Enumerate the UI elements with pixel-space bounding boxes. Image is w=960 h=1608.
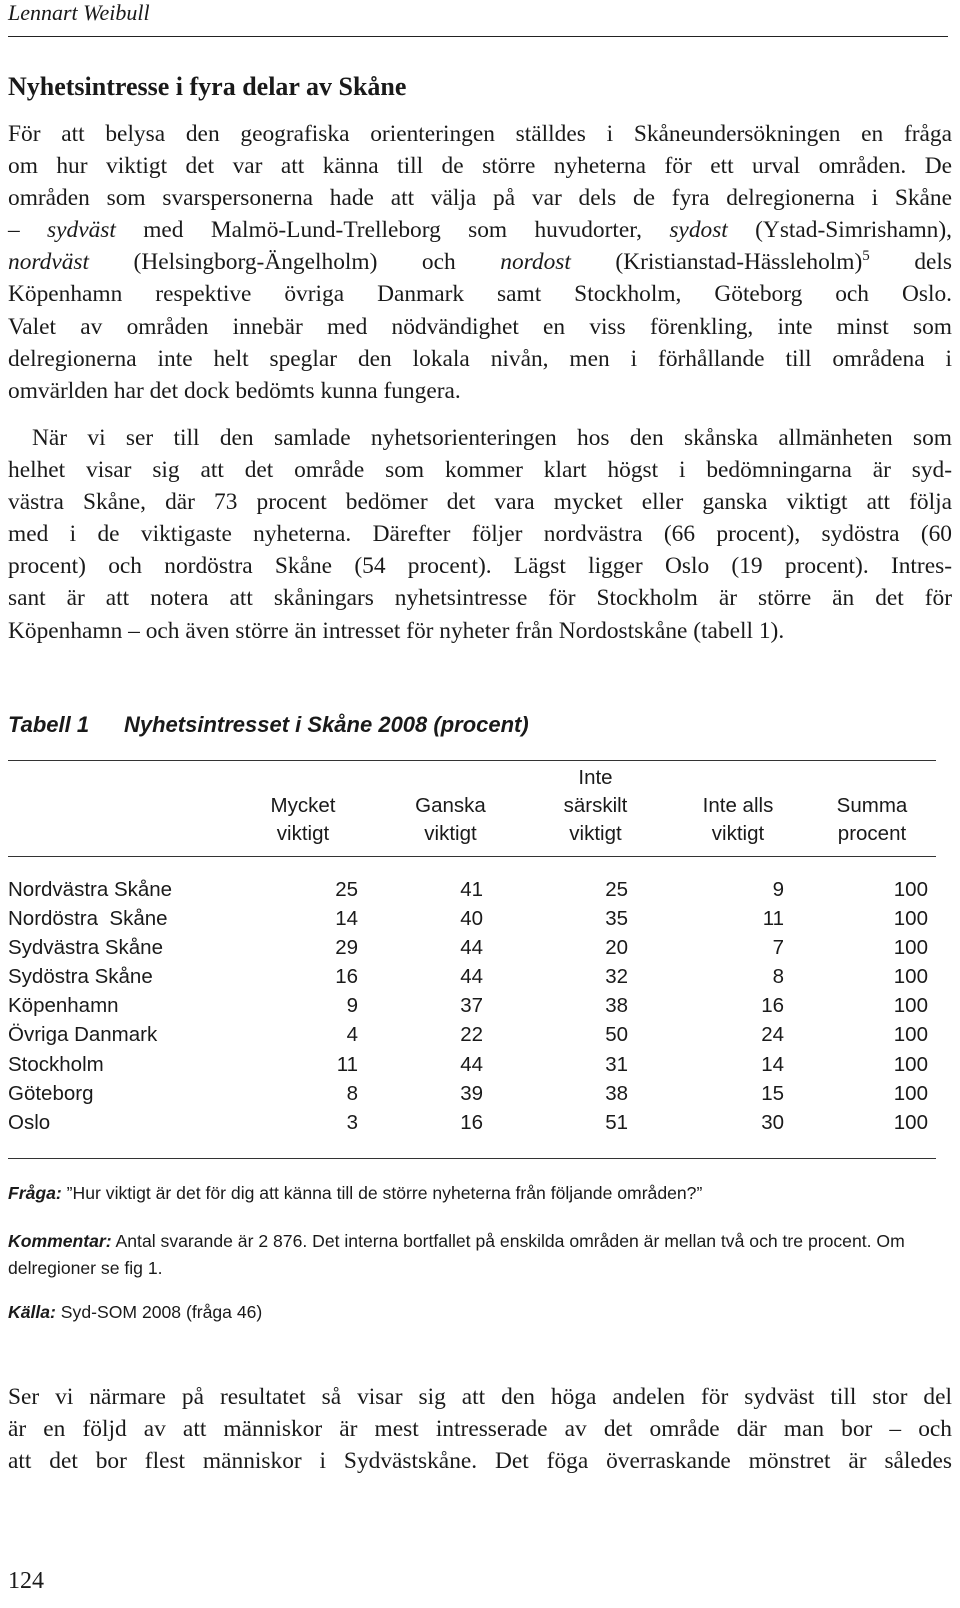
table-cell: 9: [346, 994, 358, 1018]
table-cell: 31: [605, 1052, 628, 1076]
italic-term: sydost: [669, 217, 728, 244]
table-row: [8, 1079, 936, 1108]
header-line: procent: [837, 822, 907, 845]
table-cell: 100: [893, 1110, 928, 1134]
table-cell: 100: [893, 965, 928, 989]
text-run: områden som svarspersonerna hade att välja på var dels de fyra delregionerna i Skåne: [8, 185, 952, 212]
table-cell: 50: [605, 1023, 628, 1047]
news-interest-table: [8, 764, 936, 1137]
table-cell: 3: [346, 1110, 358, 1134]
header-line: viktigt: [711, 822, 765, 845]
column-header-inte-alls: [668, 764, 808, 848]
table-cell: 24: [761, 1023, 784, 1047]
text-run: För att belysa den geografiska orienteringen ställdes i Skåneundersökningen en fråga: [8, 121, 952, 147]
header-line: Inte: [578, 766, 613, 789]
header-line: särskilt: [563, 794, 628, 817]
table-cell: 100: [893, 1081, 928, 1105]
table-cell: 14: [761, 1052, 784, 1076]
italic-term: nordväst: [8, 249, 89, 276]
text-run: –: [8, 217, 48, 244]
table-cell: 32: [605, 965, 628, 989]
text-line: [8, 375, 952, 407]
text-line: helhet visar sig att det område som kommer klart högst i bedömningarna är syd-: [8, 457, 952, 484]
page-number: 124: [8, 1568, 44, 1594]
table-cell: 22: [460, 1023, 483, 1047]
running-head-author: Lennart Weibull: [8, 0, 150, 25]
note-question-label: Fråga:: [8, 1183, 62, 1203]
text-run: (Helsingborg-Ängelholm) och: [89, 249, 501, 276]
text-line: procent) och nordöstra Skåne (54 procent). Lägst ligger Oslo (19 procent). Intres-: [8, 553, 952, 580]
table-row: [8, 962, 936, 991]
table-cell: 37: [460, 994, 483, 1018]
column-header-ganska: [378, 764, 523, 848]
note-source-text: Syd-SOM 2008 (fråga 46): [55, 1302, 263, 1322]
table-cell: 14: [335, 907, 358, 931]
text-line: [8, 311, 952, 343]
paragraph-1: [8, 118, 952, 407]
row-label: Sydvästra Skåne: [8, 936, 163, 960]
table-cell: 100: [893, 936, 928, 960]
italic-term: nordost: [500, 249, 571, 276]
column-header-inte-sarskilt: [523, 764, 668, 848]
table-cell: 44: [460, 965, 483, 989]
table-cell: 4: [346, 1023, 358, 1047]
table-cell: 100: [893, 1052, 928, 1076]
table-cell: 11: [762, 907, 784, 931]
table-top-rule: [8, 760, 936, 761]
table-cell: 35: [605, 907, 628, 931]
text-line: [8, 246, 952, 278]
table-cell: 15: [761, 1081, 784, 1105]
text-line: [8, 118, 952, 150]
table-caption: [8, 712, 529, 738]
header-line: viktigt: [276, 822, 330, 845]
text-run: omvärlden har det dock bedömts kunna fungera.: [8, 377, 461, 404]
table-cell: 41: [460, 878, 483, 901]
text-line: att det bor flest människor i Sydvästskåne. Det föga överraskande mönstret är således: [8, 1448, 952, 1475]
text-run: med Malmö-Lund-Trelleborg som huvudorter,: [115, 217, 670, 244]
note-question: [8, 1180, 938, 1207]
footnote-ref: 5: [862, 248, 870, 265]
table-row: [8, 991, 936, 1020]
text-line: Köpenhamn – och även större än intresset för nyheter från Nordostskåne (tabell 1).: [8, 617, 785, 644]
table-cell: 100: [893, 907, 928, 931]
text-run: dels: [869, 249, 953, 276]
table-cell: 29: [335, 936, 358, 960]
table-header-rule: [8, 856, 936, 857]
column-header-summa: [808, 764, 936, 848]
table-header-empty: [8, 764, 228, 848]
table-row: [8, 904, 936, 933]
section-title: Nyhetsintresse i fyra delar av Skåne: [8, 72, 407, 101]
table-cell: 40: [460, 907, 483, 931]
table-cell: 100: [893, 878, 928, 901]
row-label: Köpenhamn: [8, 994, 119, 1018]
text-run: (Ystad-Simrishamn),: [727, 217, 952, 244]
table-cell: 38: [605, 1081, 628, 1105]
row-label: Göteborg: [8, 1081, 94, 1105]
note-source-label: Källa:: [8, 1302, 56, 1322]
table-caption-title: Nyhetsintresset i Skåne 2008 (procent): [124, 712, 529, 737]
table-cell: 39: [460, 1081, 483, 1105]
table-cell: 8: [772, 965, 784, 989]
table-cell: 51: [605, 1110, 628, 1134]
header-line: Ganska: [415, 794, 486, 817]
column-header-mycket: [228, 764, 378, 848]
table-row: [8, 875, 936, 904]
text-run: Valet av områden innebär med nödvändighet en viss förenkling, inte minst som: [8, 313, 952, 340]
paragraph-3: [8, 1381, 952, 1477]
note-comment-text: Antal svarande är 2 876. Det interna bortfallet på enskilda områden är mellan två och tre procent. Om delregioner se fig 1.: [8, 1231, 905, 1278]
text-line: med i de viktigaste nyheterna. Därefter följer nordvästra (66 procent), sydöstra (60: [8, 521, 952, 548]
text-run: Köpenhamn respektive övriga Danmark samt Stockholm, Göteborg och Oslo.: [8, 281, 952, 308]
row-label: Nordöstra Skåne: [8, 907, 168, 931]
text-line: [8, 214, 952, 246]
table-cell: 44: [460, 1052, 483, 1076]
text-run: delregionerna inte helt speglar den lokala nivån, men i förhållande till områdena i: [8, 345, 952, 372]
header-line: viktigt: [424, 822, 477, 845]
text-line: [8, 343, 952, 375]
text-line: Ser vi närmare på resultatet så visar sig att den höga andelen för sydväst till stor del: [8, 1384, 952, 1410]
table-row: [8, 1020, 936, 1049]
row-label: Stockholm: [8, 1052, 104, 1076]
header-line: viktigt: [569, 822, 622, 845]
header-line: Summa: [836, 794, 908, 817]
table-row: [8, 933, 936, 962]
text-run: om hur viktigt det var att känna till de större nyheterna för ett urval områden. De: [8, 153, 952, 180]
paragraph-2: [8, 422, 952, 647]
table-cell: 11: [336, 1052, 358, 1076]
note-source: [8, 1299, 938, 1326]
table-header-row: [8, 764, 936, 848]
row-label: Sydöstra Skåne: [8, 965, 153, 989]
note-comment: [8, 1228, 938, 1282]
header-rule: [8, 36, 948, 37]
table-cell: 16: [335, 965, 358, 989]
table-cell: 8: [346, 1081, 358, 1105]
note-comment-label: Kommentar:: [8, 1231, 112, 1251]
table-cell: 7: [772, 936, 784, 960]
table-caption-number: Tabell 1: [8, 712, 90, 737]
row-label: Nordvästra Skåne: [8, 878, 173, 901]
table-cell: 16: [761, 994, 784, 1018]
row-label: Övriga Danmark: [8, 1023, 158, 1047]
table-cell: 9: [772, 878, 784, 901]
table-cell: 44: [460, 936, 483, 960]
table-row: [8, 1050, 936, 1079]
text-line: [8, 278, 952, 310]
italic-term: sydväst: [47, 217, 116, 244]
text-run: (Kristianstad-Hässleholm): [570, 249, 863, 276]
text-line: [8, 150, 952, 182]
note-question-text: ”Hur viktigt är det för dig att känna till de större nyheterna från följande områden?”: [61, 1183, 703, 1203]
header-line: Mycket: [270, 794, 336, 817]
table-header-rule-row: [8, 848, 936, 875]
table-cell: 25: [605, 878, 628, 901]
table-cell: 20: [605, 936, 628, 960]
text-line: När vi ser till den samlade nyhetsorienteringen hos den skånska allmänheten som: [32, 425, 952, 451]
header-line: Inte alls: [702, 794, 774, 817]
table-cell: 100: [893, 994, 928, 1018]
text-line: sant är att notera att skåningars nyhetsintresse för Stockholm är större än det för: [8, 585, 952, 612]
table-row: [8, 1108, 936, 1137]
row-label: Oslo: [8, 1110, 51, 1134]
text-line: [8, 182, 952, 214]
table-cell: 30: [761, 1110, 784, 1134]
text-line: är en följd av att människor är mest intresserade av det område där man bor – och: [8, 1416, 952, 1443]
table-cell: 25: [335, 878, 358, 901]
table-cell: 16: [460, 1110, 483, 1134]
text-line: västra Skåne, där 73 procent bedömer det vara mycket eller ganska viktigt att följa: [8, 489, 952, 516]
table-cell: 38: [605, 994, 628, 1018]
table-cell: 100: [893, 1023, 928, 1047]
table-bottom-rule: [8, 1158, 936, 1159]
